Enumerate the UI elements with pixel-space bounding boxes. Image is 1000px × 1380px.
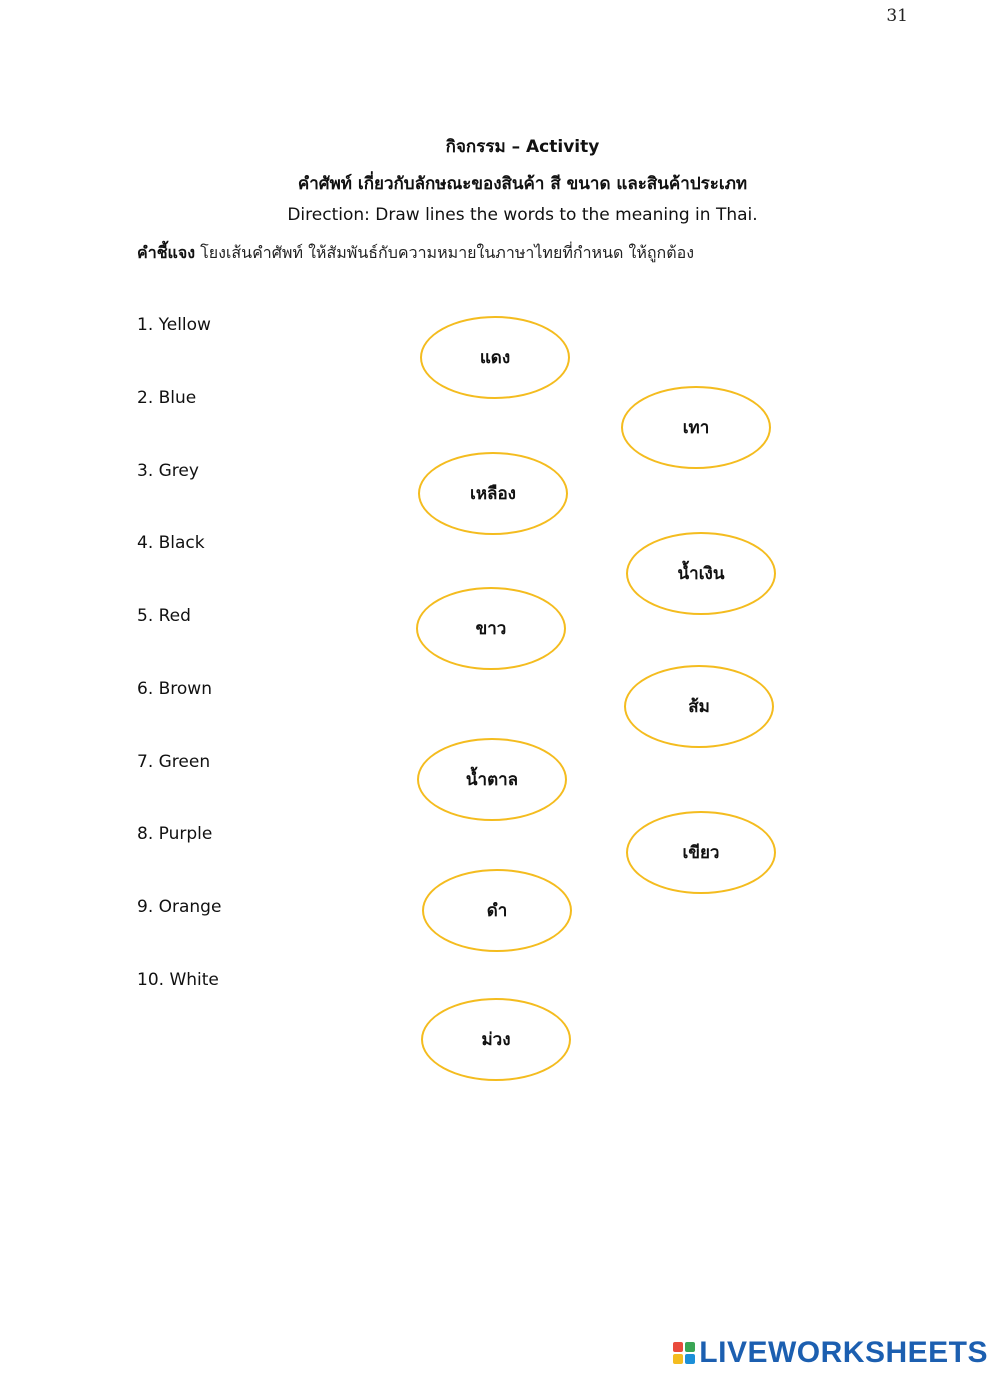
logo-square [685, 1354, 695, 1364]
word-item[interactable]: 9. Orange [137, 897, 222, 917]
meaning-oval[interactable]: เหลือง [418, 452, 568, 535]
word-item[interactable]: 2. Blue [137, 388, 197, 408]
logo-square [673, 1342, 683, 1352]
word-item[interactable]: 4. Black [137, 533, 205, 553]
instruction [137, 241, 694, 266]
page-number: 31 [886, 6, 908, 26]
meaning-oval[interactable]: ม่วง [421, 998, 571, 1081]
meaning-oval[interactable]: ดำ [422, 869, 572, 952]
liveworksheets-logo [673, 1336, 988, 1370]
instruction-label: คำชี้แจง [137, 243, 196, 262]
meaning-oval[interactable]: น้ำตาล [417, 738, 567, 821]
word-item[interactable]: 5. Red [137, 606, 191, 626]
meaning-oval[interactable]: ส้ม [624, 665, 774, 748]
word-item[interactable]: 6. Brown [137, 679, 212, 699]
instruction-text: โยงเส้นคำศัพท์ ให้สัมพันธ์กับความหมายในภาษาไทยที่กำหนด ให้ถูกต้อง [195, 243, 695, 262]
meaning-oval[interactable]: แดง [420, 316, 570, 399]
activity-title: กิจกรรม – Activity [445, 137, 600, 157]
meaning-oval[interactable]: เทา [621, 386, 771, 469]
logo-grid-icon [673, 1342, 695, 1364]
logo-square [673, 1354, 683, 1364]
word-item[interactable]: 10. White [137, 970, 219, 990]
word-item[interactable]: 1. Yellow [137, 315, 211, 335]
word-item[interactable]: 8. Purple [137, 824, 213, 844]
word-item[interactable]: 7. Green [137, 752, 211, 772]
logo-square [685, 1342, 695, 1352]
direction-text: Direction: Draw lines the words to the meaning in Thai. [287, 205, 758, 225]
meaning-oval[interactable]: ขาว [416, 587, 566, 670]
meaning-oval[interactable]: เขียว [626, 811, 776, 894]
meaning-oval[interactable]: น้ำเงิน [626, 532, 776, 615]
brand-text: LIVEWORKSHEETS [699, 1336, 988, 1369]
word-item[interactable]: 3. Grey [137, 461, 199, 481]
activity-subtitle: คำศัพท์ เกี่ยวกับลักษณะของสินค้า สี ขนาด และสินค้าประเภท [297, 174, 748, 194]
